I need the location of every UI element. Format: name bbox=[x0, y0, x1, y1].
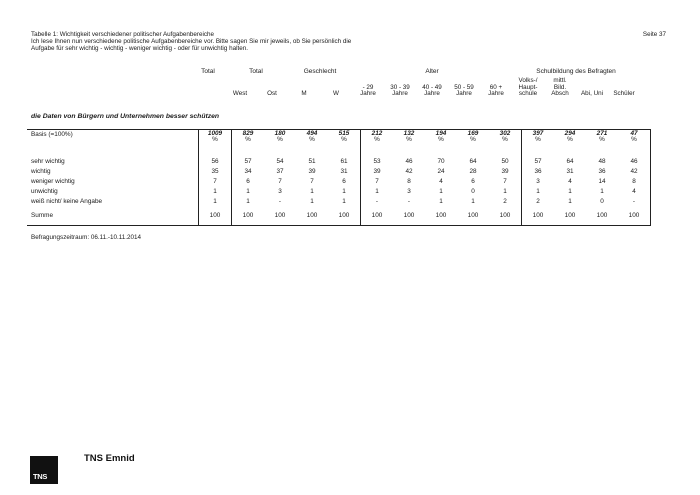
column-header bbox=[608, 78, 640, 98]
table-cell bbox=[554, 130, 586, 154]
table-cell: 100 bbox=[361, 206, 394, 226]
row-label: weiß nicht/ keine Angabe bbox=[31, 197, 103, 205]
table-cell bbox=[361, 130, 394, 154]
table-cell: 31 bbox=[566, 167, 574, 175]
column-header-line: - 29 bbox=[362, 83, 374, 91]
row-label: Basis (=100%) bbox=[27, 130, 199, 154]
table-cell: 70 bbox=[437, 157, 445, 165]
table-cell: 56 bbox=[199, 156, 232, 166]
percent-sign: % bbox=[535, 136, 541, 143]
basis-value: 515 bbox=[338, 130, 350, 137]
table-cell: 3 bbox=[278, 187, 282, 195]
table-cell: 54 bbox=[276, 157, 284, 165]
column-header-line: 60 + bbox=[489, 83, 503, 91]
table-cell: 7 bbox=[310, 177, 314, 185]
table-cell: 36 bbox=[598, 167, 606, 175]
table-cell bbox=[425, 130, 457, 154]
column-header-line: W bbox=[333, 90, 339, 98]
table-cell bbox=[199, 130, 232, 154]
group-geschlecht: Geschlecht bbox=[303, 68, 337, 75]
table-cell: 1 bbox=[489, 186, 522, 196]
column-header-line bbox=[256, 78, 288, 85]
table-cell: 100 bbox=[554, 206, 586, 226]
column-header bbox=[448, 78, 480, 98]
column-header-line: schule bbox=[518, 90, 538, 98]
basis-value: 397 bbox=[532, 130, 544, 137]
table-row bbox=[27, 186, 651, 196]
table-cell: 6 bbox=[246, 177, 250, 185]
column-header bbox=[256, 78, 288, 98]
percent-sign: % bbox=[631, 136, 637, 143]
table-title: Tabelle 1: Wichtigkeit verschiedener politischer Aufgabenbereiche bbox=[31, 31, 215, 38]
table-cell: 100 bbox=[618, 206, 651, 226]
row-label: Summe bbox=[27, 206, 199, 226]
percent-sign: % bbox=[212, 136, 218, 143]
table-cell: 1 bbox=[328, 186, 361, 196]
column-header-line bbox=[576, 78, 608, 85]
table-cell: 100 bbox=[457, 206, 489, 226]
results-table bbox=[27, 129, 651, 226]
table-cell: - bbox=[618, 196, 651, 206]
column-header bbox=[576, 78, 608, 98]
basis-value: 271 bbox=[596, 130, 608, 137]
table-row bbox=[27, 176, 651, 186]
column-header-line: Bild. bbox=[553, 83, 567, 91]
column-header-line: 40 - 49 bbox=[422, 83, 442, 91]
table-cell bbox=[232, 130, 265, 154]
table-cell: 42 bbox=[618, 166, 651, 176]
percent-sign: % bbox=[341, 136, 347, 143]
table-cell: 100 bbox=[199, 206, 232, 226]
table-cell: 7 bbox=[489, 176, 522, 186]
percent-sign: % bbox=[374, 136, 380, 143]
column-header bbox=[544, 78, 576, 98]
logo-text: TNS bbox=[33, 472, 48, 481]
table-cell: 1 bbox=[310, 197, 314, 205]
table-cell bbox=[522, 130, 555, 154]
table-cell: 100 bbox=[522, 206, 555, 226]
column-header-line bbox=[192, 78, 224, 85]
column-header-line: Jahre bbox=[392, 90, 408, 98]
column-header-line: Volks-/ bbox=[518, 77, 538, 84]
table-row bbox=[27, 196, 651, 206]
table-cell: 1 bbox=[600, 187, 604, 195]
basis-value: 494 bbox=[306, 130, 318, 137]
table-cell: 39 bbox=[373, 167, 381, 175]
table-header bbox=[31, 31, 351, 52]
table-cell: 1 bbox=[310, 187, 314, 195]
column-header-line bbox=[320, 78, 352, 85]
table-cell: 1 bbox=[568, 187, 572, 195]
table-cell: 57 bbox=[534, 157, 542, 165]
column-header-line bbox=[192, 85, 224, 92]
table-row bbox=[27, 156, 651, 166]
table-cell: 51 bbox=[308, 157, 316, 165]
table-cell: 100 bbox=[393, 206, 425, 226]
table-cell: 31 bbox=[328, 166, 361, 176]
page-number: Seite 37 bbox=[642, 31, 666, 38]
table-cell: 2 bbox=[489, 196, 522, 206]
table-cell: 100 bbox=[328, 206, 361, 226]
table-cell: 1 bbox=[375, 187, 379, 195]
table-cell: 0 bbox=[471, 187, 475, 195]
table-cell: 1 bbox=[439, 197, 443, 205]
table-cell: 1 bbox=[246, 187, 250, 195]
basis-value: 169 bbox=[467, 130, 479, 137]
table-cell: 37 bbox=[276, 167, 284, 175]
table-cell: 3 bbox=[407, 187, 411, 195]
column-header bbox=[288, 78, 320, 98]
column-header-line: Schüler bbox=[613, 90, 635, 98]
table-cell bbox=[328, 130, 361, 154]
column-header-line bbox=[288, 78, 320, 85]
percent-sign: % bbox=[470, 136, 476, 143]
table-cell: 7 bbox=[375, 177, 379, 185]
column-header bbox=[352, 78, 384, 98]
table-cell: 50 bbox=[489, 156, 522, 166]
table-cell: - bbox=[278, 197, 282, 205]
percent-sign: % bbox=[406, 136, 412, 143]
percent-sign: % bbox=[502, 136, 508, 143]
percent-sign: % bbox=[438, 136, 444, 143]
column-header-line: 50 - 59 bbox=[454, 83, 474, 91]
column-header-line: Jahre bbox=[360, 90, 376, 98]
table-cell bbox=[393, 130, 425, 154]
table-cell: 64 bbox=[469, 157, 477, 165]
column-header-line bbox=[192, 91, 224, 98]
percent-sign: % bbox=[245, 136, 251, 143]
table-cell: 39 bbox=[489, 166, 522, 176]
group-schulbildung: Schulbildung des Befragten bbox=[536, 68, 616, 75]
row-label: unwichtig bbox=[31, 187, 58, 195]
table-cell: 1 bbox=[536, 187, 540, 195]
table-cell: 35 bbox=[199, 166, 232, 176]
table-cell: 34 bbox=[244, 167, 252, 175]
group-total: Total bbox=[201, 68, 215, 75]
row-label: weniger wichtig bbox=[31, 177, 75, 185]
table-cell: 4 bbox=[618, 186, 651, 196]
basis-row bbox=[27, 130, 651, 154]
basis-value: 1009 bbox=[207, 130, 223, 137]
table-cell: - bbox=[407, 197, 411, 205]
column-header-line: 30 - 39 bbox=[390, 83, 410, 91]
fieldwork-period: Befragungszeitraum: 06.11.-10.11.2014 bbox=[31, 234, 142, 241]
table-cell bbox=[296, 130, 328, 154]
group-total-region: Total bbox=[249, 68, 263, 75]
percent-sign: % bbox=[309, 136, 315, 143]
table-cell: 4 bbox=[439, 177, 443, 185]
column-header bbox=[512, 78, 544, 98]
question-text-line: Ich lese Ihnen nun verschiedene politische Aufgabenbereiche vor. Bitte sagen Sie mir jeweils, ob Sie persönlich die bbox=[31, 38, 352, 45]
basis-value: 212 bbox=[371, 130, 383, 137]
table-row bbox=[27, 166, 651, 176]
percent-sign: % bbox=[567, 136, 573, 143]
question-text-line: Aufgabe für sehr wichtig - wichtig - weniger wichtig - oder für unwichtig halten. bbox=[31, 45, 248, 52]
table-cell: 3 bbox=[536, 177, 540, 185]
column-header-line: Abi, Uni bbox=[580, 90, 604, 98]
table-cell: 8 bbox=[618, 176, 651, 186]
table-cell bbox=[457, 130, 489, 154]
question-title: die Daten von Bürgern und Unternehmen besser schützen bbox=[31, 113, 220, 120]
table-cell: 100 bbox=[425, 206, 457, 226]
column-header-line: West bbox=[232, 90, 248, 98]
column-header bbox=[224, 78, 256, 98]
table-cell: 36 bbox=[534, 167, 542, 175]
basis-value: 294 bbox=[564, 130, 576, 137]
table-cell: 48 bbox=[598, 157, 606, 165]
percent-sign: % bbox=[599, 136, 605, 143]
table-cell: 57 bbox=[244, 157, 252, 165]
table-cell: 1 bbox=[199, 186, 232, 196]
basis-value: 194 bbox=[435, 130, 447, 137]
column-header-line: Haupt- bbox=[518, 83, 538, 91]
table-cell: 6 bbox=[328, 176, 361, 186]
group-alter: Alter bbox=[425, 68, 439, 75]
table-cell bbox=[489, 130, 522, 154]
table-cell: 0 bbox=[600, 197, 604, 205]
table-cell: 100 bbox=[264, 206, 296, 226]
basis-value: 180 bbox=[274, 130, 286, 137]
table-cell: 7 bbox=[199, 176, 232, 186]
table-cell: 1 bbox=[199, 196, 232, 206]
brand-name: TNS Emnid bbox=[84, 453, 135, 464]
table-cell: 1 bbox=[471, 197, 475, 205]
column-header-line: Ost bbox=[267, 90, 277, 98]
column-header-line: Jahre bbox=[424, 90, 440, 98]
table-cell: 8 bbox=[407, 177, 411, 185]
table-cell: 100 bbox=[489, 206, 522, 226]
table-cell bbox=[586, 130, 618, 154]
table-cell: 4 bbox=[568, 177, 572, 185]
table-cell: 2 bbox=[536, 197, 540, 205]
basis-value: 47 bbox=[630, 130, 638, 137]
column-header-line: M bbox=[301, 90, 307, 98]
table-cell: 1 bbox=[328, 196, 361, 206]
table-cell: 1 bbox=[439, 187, 443, 195]
tns-logo bbox=[30, 456, 58, 484]
table-cell: - bbox=[375, 197, 379, 205]
basis-value: 302 bbox=[499, 130, 511, 137]
table-cell: 100 bbox=[296, 206, 328, 226]
table-cell: 42 bbox=[405, 167, 413, 175]
row-label: wichtig bbox=[31, 167, 51, 175]
column-header bbox=[320, 78, 352, 98]
basis-value: 829 bbox=[242, 130, 254, 137]
summe-row bbox=[27, 206, 651, 226]
column-header bbox=[480, 78, 512, 98]
column-header-line: Jahre bbox=[456, 90, 472, 98]
column-header bbox=[416, 78, 448, 98]
table-cell bbox=[264, 130, 296, 154]
column-header-line: mittl. bbox=[553, 77, 567, 84]
table-cell: 64 bbox=[566, 157, 574, 165]
table-cell: 46 bbox=[618, 156, 651, 166]
table-cell: 53 bbox=[373, 157, 381, 165]
table-cell: 28 bbox=[469, 167, 477, 175]
table-cell: 1 bbox=[246, 197, 250, 205]
column-header-line bbox=[224, 78, 256, 85]
table-cell: 1 bbox=[568, 197, 572, 205]
column-header-line: Jahre bbox=[488, 90, 504, 98]
table-cell: 7 bbox=[278, 177, 282, 185]
table-cell: 24 bbox=[437, 167, 445, 175]
table-cell: 61 bbox=[328, 156, 361, 166]
basis-value: 132 bbox=[403, 130, 415, 137]
row-label: sehr wichtig bbox=[31, 157, 65, 165]
table-cell: 100 bbox=[586, 206, 618, 226]
column-header bbox=[192, 78, 224, 98]
table-cell: 14 bbox=[598, 177, 606, 185]
table-cell: 100 bbox=[232, 206, 265, 226]
table-cell: 46 bbox=[405, 157, 413, 165]
table-cell: 6 bbox=[471, 177, 475, 185]
table-cell bbox=[618, 130, 651, 154]
table-cell: 39 bbox=[308, 167, 316, 175]
column-header-line: Absch bbox=[551, 90, 569, 98]
percent-sign: % bbox=[277, 136, 283, 143]
column-header-line bbox=[608, 78, 640, 85]
column-header bbox=[384, 78, 416, 98]
